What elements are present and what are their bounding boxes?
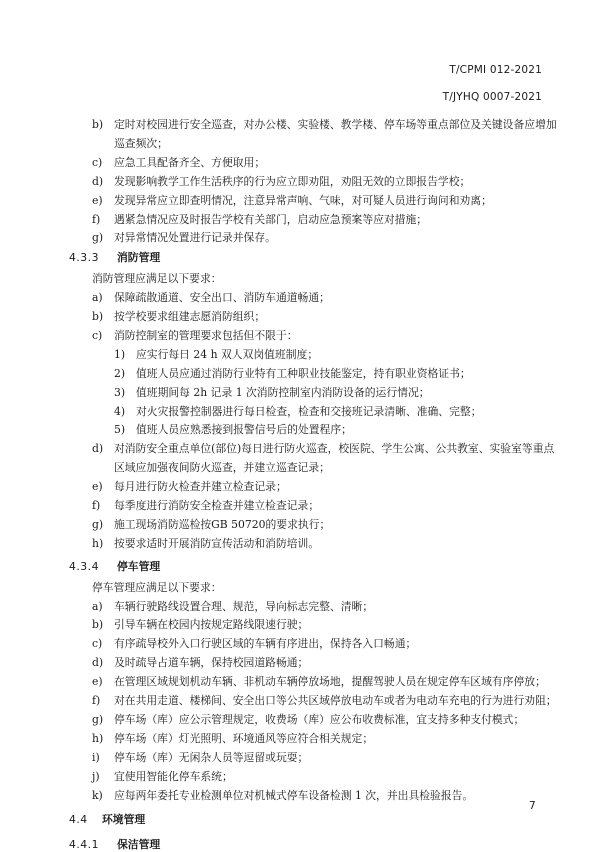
item-text: 停车场（库）灯光照明、环境通风等应符合相关规定； [114, 731, 374, 745]
item-label: e) [92, 480, 103, 494]
item-label: c) [92, 328, 103, 342]
item-text: 停车场（库）应公示管理规定，收费场（库）应公布收费标准，宜支持多种支付模式； [114, 712, 525, 726]
item-text: 车辆行驶路线设置合理、规范，导向标志完整、清晰； [114, 599, 374, 613]
item-text: 值班人员应熟悉接到报警信号后的处置程序； [136, 423, 352, 437]
item-label: f) [92, 212, 101, 226]
section-number: 4.4 [69, 813, 88, 827]
item-label: i) [92, 750, 100, 764]
item-label: d) [92, 174, 104, 188]
item-text-continued: 巡查频次； [114, 136, 168, 150]
intro-text: 消防管理应满足以下要求： [92, 272, 222, 286]
standard-code-2: T/JYHQ 0007-2021 [442, 91, 542, 103]
item-label: 2) [114, 366, 126, 380]
item-label: h) [92, 536, 104, 550]
item-label: f) [92, 499, 101, 512]
item-text: 有序疏导校外入口行驶区域的车辆有序进出，保持各入口畅通； [114, 637, 417, 651]
section-title: 环境管理 [102, 813, 146, 827]
intro-text: 停车管理应满足以下要求： [92, 580, 222, 594]
section-number: 4.3.3 [69, 251, 99, 265]
item-text: 施工现场消防巡检按GB 50720的要求执行； [114, 517, 331, 531]
item-label: g) [92, 231, 104, 245]
item-text: 引导车辆在校园内按规定路线限速行驶； [114, 618, 309, 632]
section-number: 4.3.4 [69, 559, 99, 573]
item-text: 对在共用走道、楼梯间、安全出口等公共区域停放电动车或者为电动车充电的行为进行劝阻； [114, 694, 557, 707]
section-title: 停车管理 [117, 559, 161, 573]
item-label: 3) [114, 385, 126, 399]
item-text: 按要求适时开展消防宣传活动和消防培训。 [114, 536, 320, 550]
standard-code-1: T/CPMI 012-2021 [449, 64, 542, 76]
item-text: 应每两年委托专业检测单位对机械式停车设备检测 1 次，并出具检验报告。 [114, 788, 474, 802]
item-text: 对异常情况处置进行记录并保存。 [114, 231, 276, 245]
item-text: 保障疏散通道、安全出口、消防车通道畅通； [114, 291, 330, 305]
item-label: c) [92, 637, 103, 651]
item-label: b) [92, 310, 104, 323]
item-label: h) [92, 731, 104, 745]
item-label: b) [92, 118, 104, 131]
item-text: 按学校要求组建志愿消防组织； [114, 310, 266, 323]
item-label: g) [92, 517, 104, 531]
item-text: 发现异常应立即查明情况，注意异常声响、气味，对可疑人员进行询问和劝离； [114, 193, 492, 207]
item-label: d) [92, 442, 104, 456]
item-text: 遇紧急情况应及时报告学校有关部门，启动应急预案等应对措施； [114, 212, 428, 226]
item-label: j) [92, 769, 100, 783]
item-text: 每月进行防火检查并建立检查记录； [114, 480, 287, 494]
item-label: a) [92, 291, 103, 305]
item-text: 发现影响教学工作生活秩序的行为应立即劝阻，劝阻无效的立即报告学校； [114, 174, 471, 188]
item-label: f) [92, 694, 101, 707]
item-text: 在管理区域规划机动车辆、非机动车辆停放场地，提醒驾驶人员在规定停车区域有序停放； [114, 675, 546, 689]
item-text-continued: 区域应加强夜间防火巡查，并建立巡查记录； [114, 461, 330, 475]
item-label: d) [92, 656, 104, 670]
page-number: 7 [529, 800, 536, 812]
item-text: 宜使用智能化停车系统； [114, 769, 233, 783]
item-label: e) [92, 675, 103, 689]
item-text: 每季度进行消防安全检查并建立检查记录； [114, 499, 320, 512]
item-text: 值班期间每 2h 记录 1 次消防控制室内消防设备的运行情况； [136, 385, 430, 399]
section-number: 4.4.1 [69, 838, 99, 852]
item-text: 应实行每日 24 h 双人双岗值班制度； [136, 347, 319, 361]
item-label: a) [92, 599, 103, 613]
item-label: 5) [114, 423, 126, 437]
item-text: 值班人员应通过消防行业特有工种职业技能鉴定，持有职业资格证书； [136, 366, 471, 380]
section-title: 保洁管理 [117, 838, 161, 852]
item-text: 及时疏导占道车辆，保持校园道路畅通； [114, 656, 309, 670]
item-text: 对火灾报警控制器进行每日检查，检查和交接班记录清晰、准确、完整； [136, 404, 482, 418]
item-label: c) [92, 155, 103, 169]
item-label: 1) [114, 347, 126, 361]
item-text: 定时对校园进行安全巡查，对办公楼、实验楼、教学楼、停车场等重点部位及关键设备应增加 [114, 118, 557, 131]
item-text: 停车场（库）无闲杂人员等逗留或玩耍； [114, 750, 309, 764]
item-label: k) [92, 788, 103, 802]
item-label: g) [92, 712, 104, 726]
item-text: 消防控制室的管理要求包括但不限于： [114, 328, 298, 342]
item-label: b) [92, 618, 104, 632]
item-text: 应急工具配备齐全、方便取用； [114, 155, 266, 169]
item-label: 4) [114, 404, 126, 418]
section-title: 消防管理 [117, 251, 161, 265]
item-label: e) [92, 193, 103, 207]
item-text: 对消防安全重点单位(部位)每日进行防火巡查，校医院、学生公寓、公共教室、实验室等重点 [114, 442, 555, 456]
